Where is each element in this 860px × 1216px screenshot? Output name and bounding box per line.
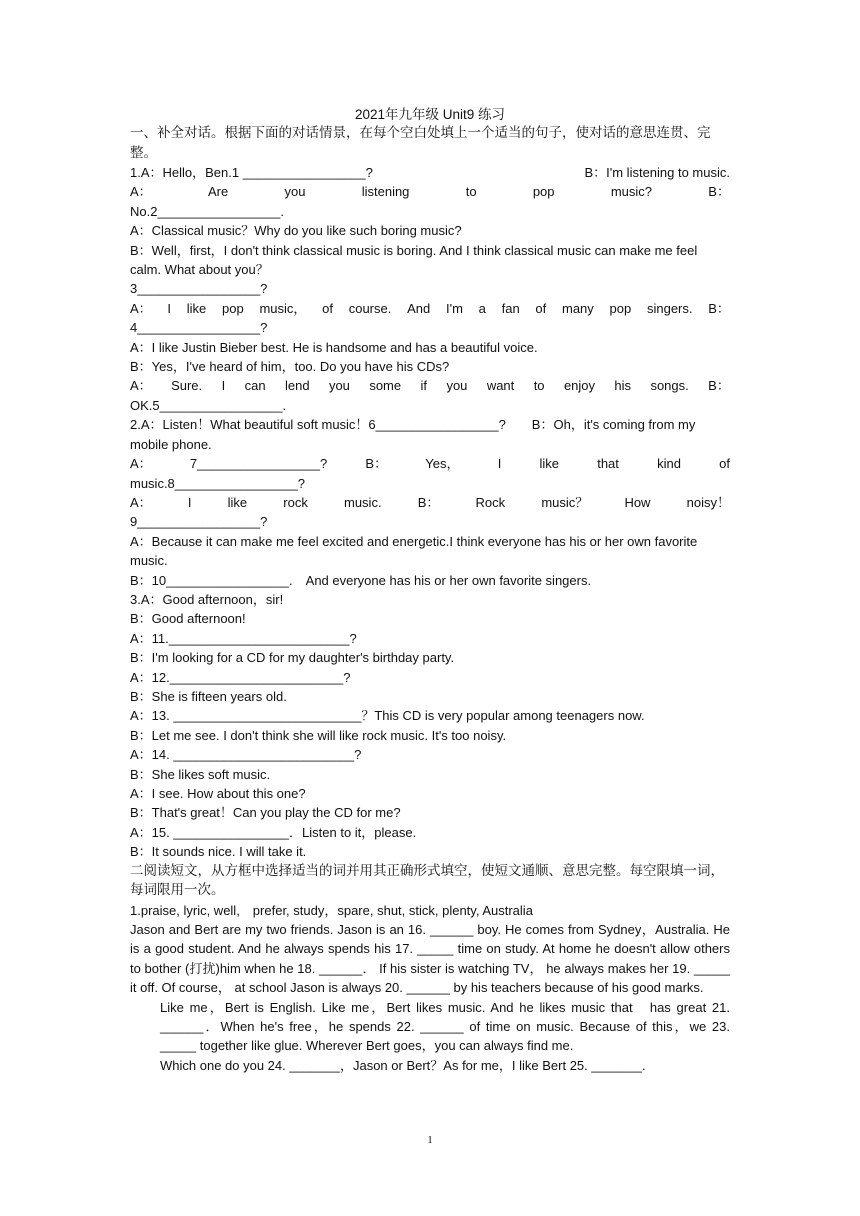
justified-line	[130, 493, 730, 512]
justified-line	[130, 376, 730, 395]
section2-heading: 二阅读短文，从方框中选择适当的词并用其正确形式填空，使短文通顺、意思完整。每空限填一词，每词限用一次。	[130, 862, 724, 899]
word: B：	[708, 300, 730, 316]
word: many	[562, 300, 594, 316]
word: some	[369, 378, 402, 394]
dialogue-line: A：Because it can make me feel excited and energetic.I think everyone has his or her own favorite music.	[130, 533, 698, 569]
word: And	[407, 300, 431, 316]
dialogue-line: OK.5_________________.	[130, 397, 287, 413]
word: course.	[348, 300, 392, 316]
word: Sure.	[171, 378, 203, 394]
dialogue-line: B：She likes soft music.	[130, 766, 271, 782]
document-title: 2021年九年级 Unit9 练习	[354, 107, 506, 122]
section1-heading: 一、补全对话。根据下面的对话情景，在每个空白处填上一个适当的句子，使对话的意思连贯、完整。	[130, 125, 711, 161]
word: Rock	[475, 494, 506, 510]
word: I	[497, 456, 502, 472]
dialogue-line: B：She is fifteen years old.	[130, 688, 287, 704]
word: of	[719, 456, 730, 472]
dialogue-line: A：Classical music？Why do you like such boring music?	[130, 223, 462, 239]
passage-paragraph: Jason and Bert are my two friends. Jason is an 16. ______ boy. He comes from Sydney，Australia. He is a good student. And he always spends his 17. _____ time on study. At home he doesn't allow others to bother (打扰)him when he 18. ______． If his sister is watching TV， he always makes her 19. _____ it off. Of course， at school Jason is always 20. ______ by his teachers because of his good marks.	[130, 922, 730, 996]
word: A：	[130, 184, 152, 200]
justified-line	[130, 454, 730, 473]
word: enjoy	[563, 378, 596, 394]
word: his	[614, 378, 632, 394]
word: B：	[708, 184, 730, 200]
dialogue-line: 2.A：Listen！What beautiful soft music！6_________________? B：Oh，it's coming from my mobile phone.	[130, 417, 696, 452]
dialogue-line: A：14. _________________________?	[130, 747, 362, 763]
word: pop	[532, 184, 555, 200]
word: Are	[207, 184, 229, 200]
word: music?	[610, 184, 652, 200]
dialogue-line: music.8_________________?	[130, 475, 305, 491]
dialogue-line: B：Good afternoon!	[130, 611, 246, 627]
word-box: 1.praise, lyric, well, prefer, study，spare, shut, stick, plenty, Australia	[130, 902, 533, 918]
dialogue-line: A：I see. How about this one?	[130, 786, 306, 801]
dialogue-line: A：12.________________________?	[130, 669, 351, 685]
word: like	[227, 494, 248, 510]
word: Yes，	[425, 456, 460, 472]
word: B：	[417, 494, 440, 510]
dialogue-line: B：Yes，I've heard of him，too. Do you have his CDs?	[130, 359, 450, 375]
justified-line	[130, 299, 730, 318]
word: of	[322, 300, 333, 316]
line-text: 1.A：Hello，Ben.1 _________________?	[130, 165, 373, 180]
word: A：	[130, 456, 152, 472]
justified-line	[130, 182, 730, 201]
word: kind	[657, 456, 681, 472]
dialogue-line: B：Well，first，I don't think classical music is boring. And I think classical music can make me feel calm. What about you？	[130, 242, 698, 278]
word: can	[244, 378, 266, 394]
word: A：	[130, 378, 152, 394]
dialogue-line: A：I like Justin Bieber best. He is handsome and has a beautiful voice.	[130, 339, 538, 355]
dialogue-line: 3.A：Good afternoon，sir!	[130, 591, 284, 607]
word: pop	[222, 300, 244, 316]
dialogue-line: B：I'm looking for a CD for my daughter's birthday party.	[130, 650, 455, 666]
word: like	[539, 456, 560, 472]
word: to	[533, 378, 545, 394]
word: music？	[541, 494, 589, 510]
word: you	[328, 378, 350, 394]
word: lend	[284, 378, 310, 394]
dialogue-line: B：Let me see. I don't think she will like rock music. It's too noisy.	[130, 727, 507, 743]
dialogue-line: B：It sounds nice. I will take it.	[130, 844, 307, 860]
word: A：	[130, 300, 152, 316]
word: pop	[609, 300, 632, 316]
word: music，	[259, 300, 307, 316]
word: singers.	[646, 300, 693, 316]
word: like	[186, 300, 207, 316]
line-text: B：I'm listening to music.	[584, 165, 730, 180]
word: you	[284, 184, 306, 200]
dialogue-line: B：That's great！Can you play the CD for me?	[130, 805, 401, 821]
word: I'm	[445, 300, 463, 316]
dialogue-line: 4_________________?	[130, 320, 268, 336]
word: noisy！	[686, 494, 730, 510]
word: a	[478, 300, 486, 316]
word: B：	[708, 378, 730, 394]
document-page	[130, 105, 730, 1075]
passage-paragraph: Like me，Bert is English. Like me，Bert likes music. And he likes music that has great 21. ______．When he's free，he spends 22. ______ of time on music. Because of this，we 23. _____ together like glue. Wherever Bert goes，you can always find me.	[160, 999, 730, 1054]
dialogue-line: A：13. __________________________？This CD is very popular among teenagers now.	[130, 708, 645, 724]
word: B：	[365, 456, 388, 472]
word: want	[486, 378, 515, 394]
word: I	[187, 494, 192, 510]
word: you	[446, 378, 468, 394]
word: fan	[501, 300, 520, 316]
word: listening	[361, 184, 410, 200]
word: songs.	[650, 378, 689, 394]
dialogue-line: No.2_________________.	[130, 203, 284, 219]
word: music.	[344, 494, 382, 510]
word: How	[624, 494, 651, 510]
dialogue-line: A：15. ________________．Listen to it，please.	[130, 824, 417, 840]
dialogue-line: A：11._________________________?	[130, 630, 357, 646]
page-number: 1	[427, 1134, 433, 1146]
passage-paragraph: Which one do you 24. _______，Jason or Bert？As for me，I like Bert 25. _______.	[160, 1057, 646, 1073]
dialogue-line: B：10_________________. And everyone has his or her own favorite singers.	[130, 572, 592, 588]
word: if	[420, 378, 428, 394]
dialogue-line: 3_________________?	[130, 281, 268, 297]
word: I	[167, 300, 172, 316]
dialogue-line: 9_________________?	[130, 514, 268, 530]
word: A：	[130, 494, 152, 510]
word: that	[597, 456, 619, 472]
word: I	[221, 378, 226, 394]
word: of	[535, 300, 547, 316]
word: 7_________________?	[189, 456, 328, 472]
dialogue-line	[130, 163, 730, 182]
word: to	[465, 184, 477, 200]
word: rock	[283, 494, 308, 510]
